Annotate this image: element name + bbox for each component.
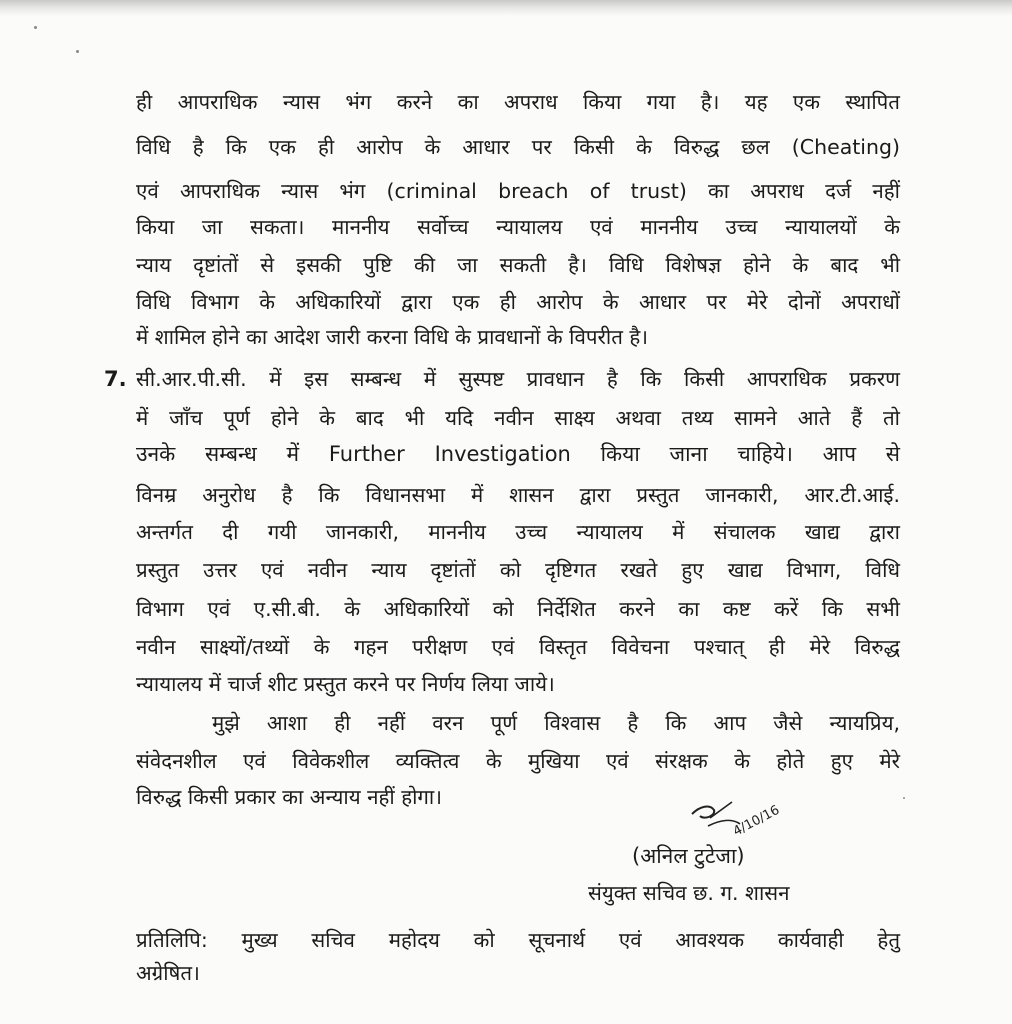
closing-line: मुझे आशा ही नहीं वरन पूर्ण विश्वास है कि आप जैसे न्यायप्रिय,	[212, 711, 900, 735]
point-7-line: अन्तर्गत दी गयी जानकारी, माननीय उच्च न्यायालय में संचालक खाद्य द्वारा	[136, 520, 900, 544]
paragraph-line: ही आपराधिक न्यास भंग करने का अपराध किया गया है। यह एक स्थापित	[136, 90, 900, 114]
copy-to-line: प्रतिलिपि: मुख्य सचिव महोदय को सूचनार्थ एवं आवश्यक कार्यवाही हेतु	[136, 928, 900, 952]
closing-line: संवेदनशील एवं विवेकशील व्यक्तित्व के मुखिया एवं संरक्षक के होते हुए मेरे	[136, 749, 900, 773]
paragraph-line: विधि विभाग के अधिकारियों द्वारा एक ही आरोप के आधार पर मेरे दोनों अपराधों	[136, 290, 900, 314]
paragraph-line: न्याय दृष्टांतों से इसकी पुष्टि की जा सकती है। विधि विशेषज्ञ होने के बाद भी	[136, 253, 900, 277]
point-7-line: उनके सम्बन्ध में Further Investigation किया जाना चाहिये। आप से	[136, 442, 900, 466]
copy-to-line: अग्रेषित।	[136, 961, 200, 985]
paragraph-line: विधि है कि एक ही आरोप के आधार पर किसी के विरुद्ध छल (Cheating)	[136, 135, 900, 159]
paragraph-line: में शामिल होने का आदेश जारी करना विधि के प्रावधानों के विपरीत है।	[136, 325, 649, 349]
signatory-name: (अनिल टुटेजा)	[632, 844, 745, 868]
paragraph-line: किया जा सकता। माननीय सर्वोच्च न्यायालय एवं माननीय उच्च न्यायालयों के	[136, 215, 900, 239]
point-7-line: में जाँच पूर्ण होने के बाद भी यदि नवीन साक्ष्य अथवा तथ्य सामने आते हैं तो	[136, 406, 900, 430]
point-7-line: न्यायालय में चार्ज शीट प्रस्तुत करने पर निर्णय लिया जाये।	[136, 672, 555, 696]
point-7-line: सी.आर.पी.सी. में इस सम्बन्ध में सुस्पष्ट प्रावधान है कि किसी आपराधिक प्रकरण	[136, 367, 900, 391]
closing-line: विरुद्ध किसी प्रकार का अन्याय नहीं होगा।	[136, 785, 443, 809]
point-7-line: विभाग एवं ए.सी.बी. के अधिकारियों को निर्देशित करने का कष्ट करें कि सभी	[136, 597, 900, 621]
point-7-line: प्रस्तुत उत्तर एवं नवीन न्याय दृष्टांतों को दृष्टिगत रखते हुए खाद्य विभाग, विधि	[136, 558, 900, 582]
point-7-line: नवीन साक्ष्यों/तथ्यों के गहन परीक्षण एवं विस्तृत विवेचना पश्चात् ही मेरे विरुद्ध	[136, 635, 900, 659]
paragraph-line: एवं आपराधिक न्यास भंग (criminal breach of trust) का अपराध दर्ज नहीं	[136, 179, 900, 203]
signatory-designation: संयुक्त सचिव छ. ग. शासन	[588, 881, 790, 905]
signature-date-text: 4/10/16	[730, 802, 783, 840]
point-number: 7.	[104, 367, 127, 391]
point-7-line: विनम्र अनुरोध है कि विधानसभा में शासन द्वारा प्रस्तुत जानकारी, आर.टी.आई.	[136, 483, 900, 507]
